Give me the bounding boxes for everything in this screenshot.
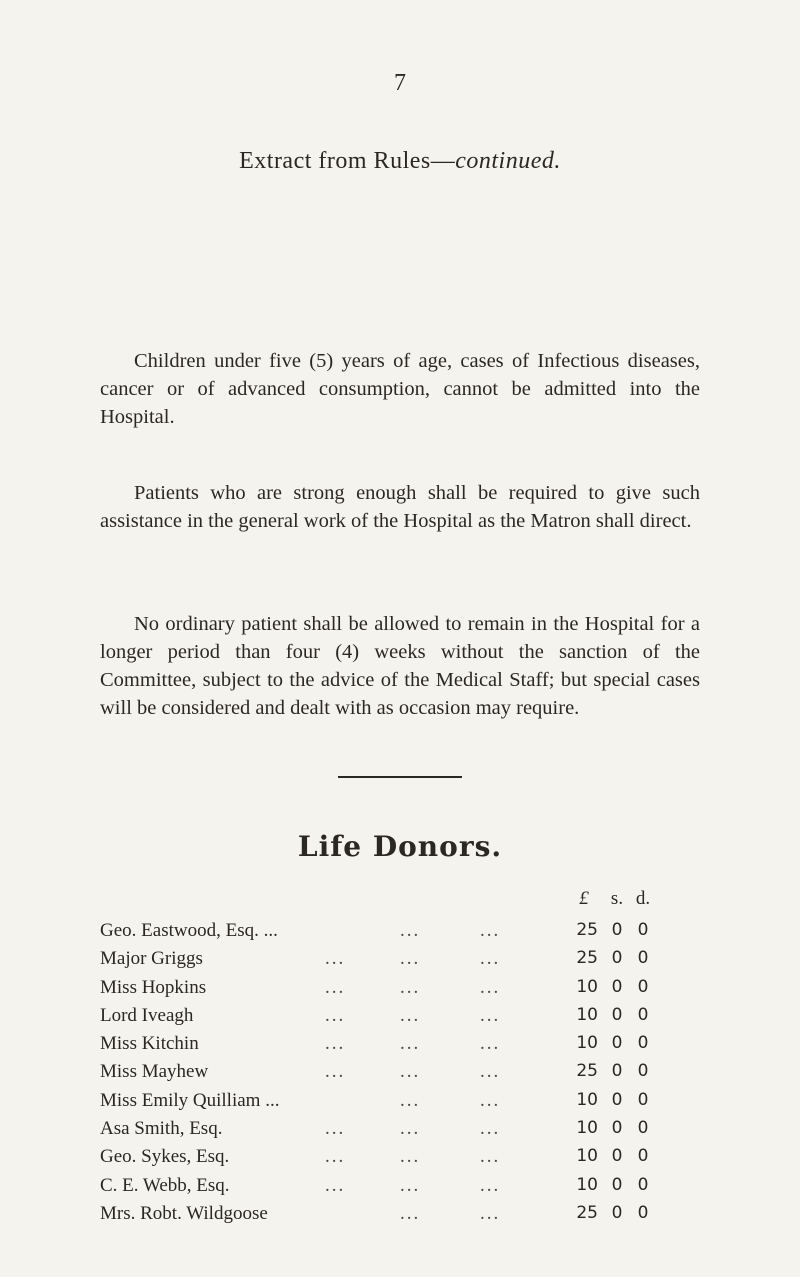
leader-dots: ...: [325, 948, 346, 970]
leader-dots: ...: [480, 1174, 501, 1196]
section-title: Life Donors.: [297, 830, 503, 863]
leader-dots: ...: [480, 1089, 501, 1111]
leader-dots: ...: [480, 920, 501, 941]
leader-dots: ...: [480, 976, 501, 998]
donor-name: C. E. Webb, Esq.: [100, 1174, 230, 1196]
leader-dots: ...: [400, 1202, 421, 1224]
leader-dots: ...: [400, 1146, 421, 1168]
donor-name: Lord Iveagh: [100, 1004, 194, 1026]
donor-shillings: 0: [611, 920, 623, 940]
donor-pence: 0: [637, 1061, 649, 1082]
leader-dots: ...: [480, 1061, 501, 1083]
leader-dots: ...: [400, 1118, 421, 1140]
pence-header: d.: [635, 888, 651, 909]
donor-row: [0, 1146, 800, 1174]
leader-dots: ...: [400, 1061, 421, 1083]
donor-pounds: 25: [576, 920, 598, 940]
leader-dots: ...: [325, 1004, 346, 1026]
donor-pence: 0: [637, 1202, 649, 1223]
rule-paragraph-2: Patients who are strong enough shall be required to give such assistance in the general work of the Hospital as the Matron shall direct.: [100, 482, 700, 532]
donor-shillings: 0: [611, 1174, 623, 1195]
donor-pence: 0: [637, 1033, 649, 1054]
leader-dots: ...: [400, 976, 421, 998]
donor-pence: 0: [637, 920, 649, 940]
donor-pence: 0: [637, 1004, 649, 1025]
donor-shillings: 0: [611, 1118, 623, 1139]
donor-pounds: 10: [576, 1118, 598, 1139]
donor-row: [0, 1033, 800, 1061]
donor-shillings: 0: [611, 1146, 623, 1167]
leader-dots: ...: [480, 948, 501, 970]
leader-dots: ...: [400, 1033, 421, 1055]
rule-paragraph-3: No ordinary patient shall be allowed to remain in the Hospital for a longer period than four (4) weeks without the sanction of the Committee, subject to the advice of the Medical Staff; but special cases will be considered and dealt with as occasion may require.: [100, 613, 700, 719]
donor-name: Major Griggs: [100, 948, 203, 970]
leader-dots: ...: [480, 1118, 501, 1140]
leader-dots: ...: [325, 1174, 346, 1196]
page-number: 7: [394, 70, 406, 96]
donor-row: [0, 1118, 800, 1146]
donor-shillings: 0: [611, 1089, 623, 1110]
donor-pence: 0: [637, 1118, 649, 1139]
donor-pence: 0: [637, 1174, 649, 1195]
donor-shillings: 0: [611, 1061, 623, 1082]
donor-shillings: 0: [611, 1004, 623, 1025]
section-divider: [338, 776, 462, 778]
heading-main: Extract from Rules—: [239, 148, 456, 174]
donor-pence: 0: [637, 976, 649, 997]
currency-header: [0, 888, 800, 916]
leader-dots: ...: [325, 1061, 346, 1083]
leader-dots: ...: [480, 1004, 501, 1026]
donor-shillings: 0: [611, 1202, 623, 1223]
leader-dots: ...: [400, 920, 421, 941]
leader-dots: ...: [400, 1089, 421, 1111]
donor-pounds: 25: [576, 1202, 598, 1223]
donor-name: Miss Kitchin: [100, 1033, 199, 1055]
donor-pounds: 10: [576, 1174, 598, 1195]
donor-name: Asa Smith, Esq.: [100, 1118, 223, 1140]
donor-pence: 0: [637, 1146, 649, 1167]
leader-dots: ...: [480, 1033, 501, 1055]
leader-dots: ...: [325, 1146, 346, 1168]
donor-row: [0, 1175, 800, 1203]
donor-row: [0, 920, 800, 948]
shillings-header: s.: [610, 888, 624, 909]
donor-name: Geo. Sykes, Esq.: [100, 1146, 230, 1168]
leader-dots: ...: [480, 1146, 501, 1168]
page-heading: [0, 148, 800, 175]
donor-row: [0, 1203, 800, 1231]
donor-pence: 0: [637, 1089, 649, 1110]
leader-dots: ...: [325, 1118, 346, 1140]
donor-name: Miss Hopkins: [100, 976, 207, 998]
heading-continued: continued.: [455, 148, 561, 174]
donor-list: [0, 920, 800, 1231]
donor-row: [0, 1005, 800, 1033]
donor-name: Mrs. Robt. Wildgoose: [100, 1202, 268, 1224]
donor-name: Miss Mayhew: [100, 1061, 209, 1083]
donor-pounds: 10: [576, 1004, 598, 1025]
leader-dots: ...: [400, 1004, 421, 1026]
donor-pounds: 10: [576, 1146, 598, 1167]
donor-shillings: 0: [611, 976, 623, 997]
leader-dots: ...: [400, 1174, 421, 1196]
donor-name: Miss Emily Quilliam ...: [100, 1089, 280, 1111]
donor-pounds: 25: [576, 948, 598, 969]
donor-pounds: 10: [576, 1033, 598, 1054]
leader-dots: ...: [325, 1033, 346, 1055]
donor-row: [0, 1061, 800, 1089]
leader-dots: ...: [400, 948, 421, 970]
donor-shillings: 0: [611, 1033, 623, 1054]
rule-paragraph-1: Children under five (5) years of age, cases of Infectious diseases, cancer or of advanced consumption, cannot be admitted into the Hospital.: [100, 350, 700, 428]
donor-name: Geo. Eastwood, Esq. ...: [100, 920, 278, 941]
pounds-header: £: [579, 888, 589, 909]
donor-row: [0, 1090, 800, 1118]
donor-shillings: 0: [611, 948, 623, 969]
donor-pence: 0: [637, 948, 649, 969]
leader-dots: ...: [480, 1202, 501, 1224]
donor-row: [0, 948, 800, 976]
donor-row: [0, 977, 800, 1005]
leader-dots: ...: [325, 976, 346, 998]
donor-pounds: 10: [576, 1089, 598, 1110]
donor-pounds: 25: [576, 1061, 598, 1082]
donor-pounds: 10: [576, 976, 598, 997]
